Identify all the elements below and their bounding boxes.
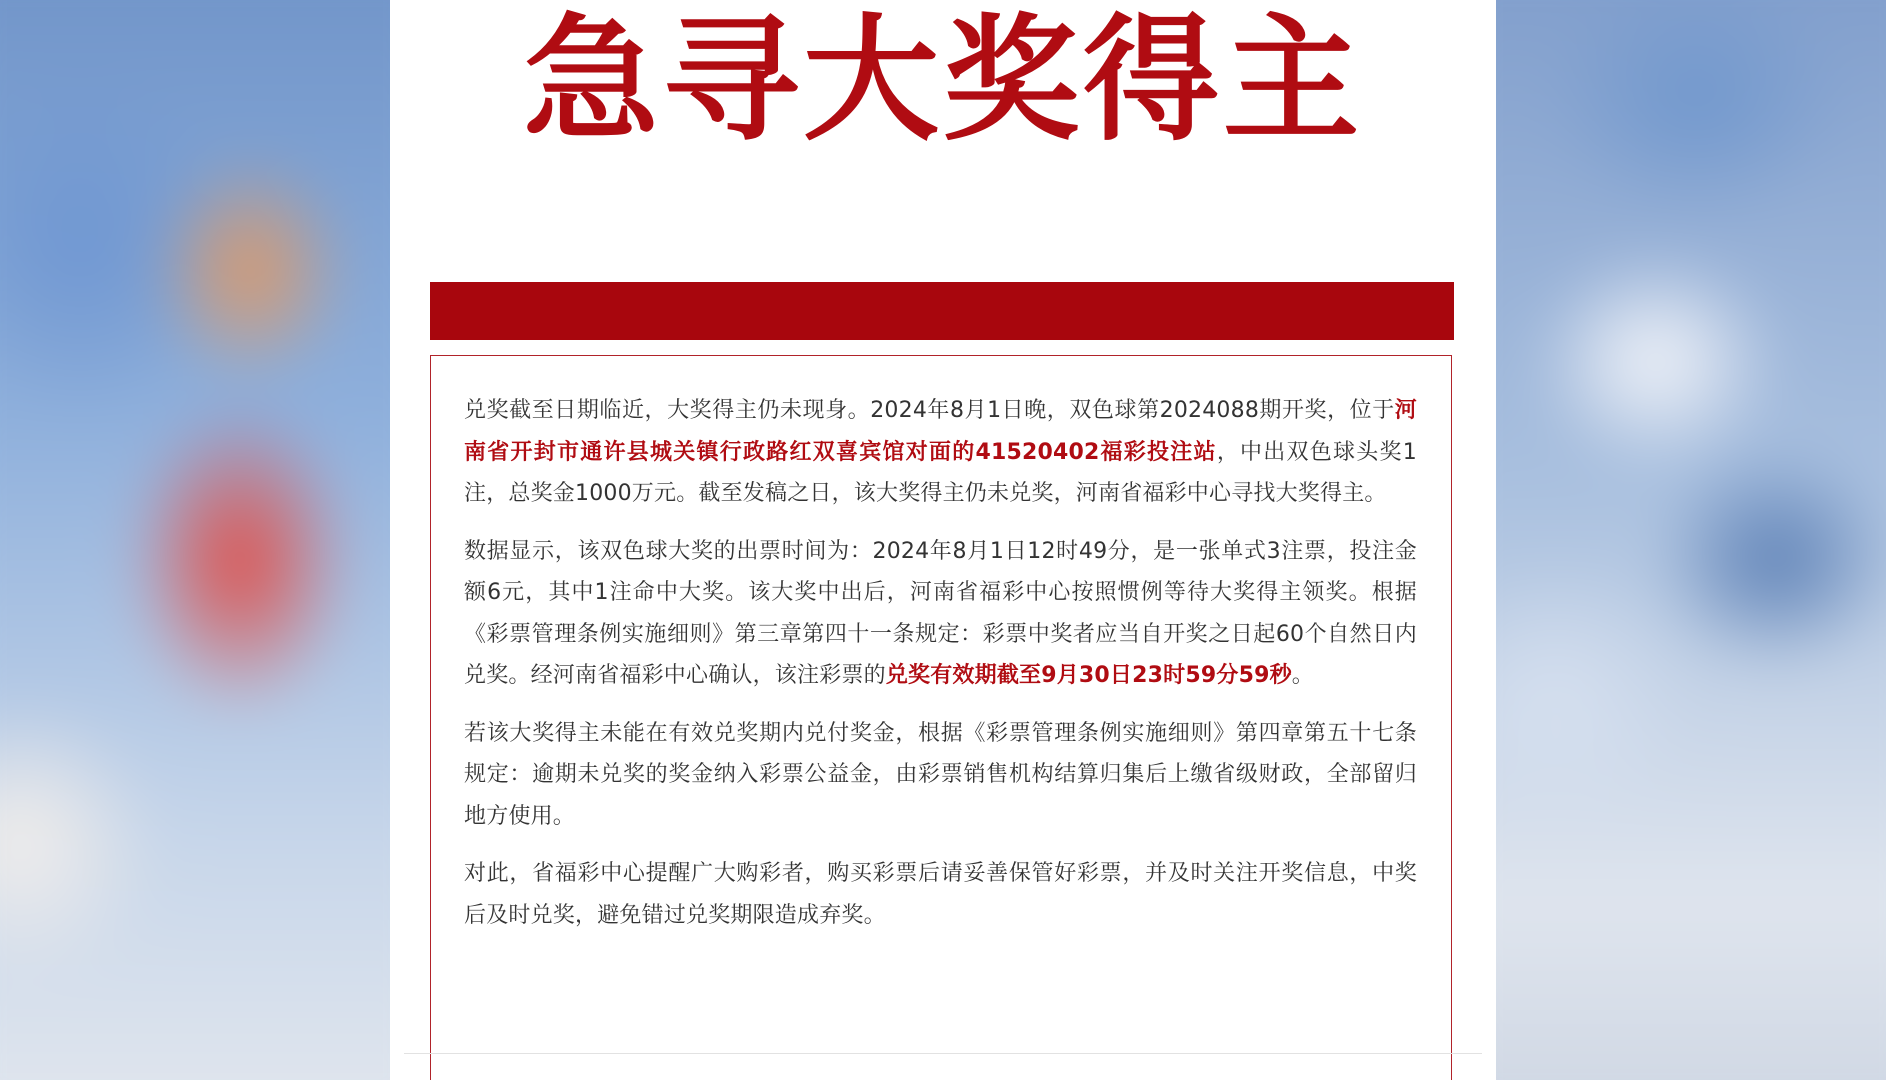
paragraph-4-text: 对此，省福彩中心提醒广大购彩者，购买彩票后请妥善保管好彩票，并及时关注开奖信息，中奖后及时兑奖，避免错过兑奖期限造成弃奖。	[464, 861, 1417, 928]
paragraph-2-text-a: 数据显示，该双色球大奖的出票时间为：2024年8月1日12时49分，是一张单式3注票，投注金额6元，其中1注命中大奖。该大奖中出后，河南省福彩中心按照惯例等待大奖得主领奖。根据《彩票管理条例实施细则》第三章第四十一条规定：彩票中奖者应当自开奖之日起60个自然日内兑奖。经河南省福彩中心确认，该注彩票的	[464, 538, 1417, 688]
paragraph-2-highlight: 兑奖有效期截至9月30日23时59分59秒	[885, 663, 1292, 688]
paragraph-4	[464, 853, 1417, 936]
section-banner-bar	[430, 282, 1454, 340]
bottom-divider	[404, 1053, 1482, 1054]
paragraph-1-text-a: 兑奖截至日期临近，大奖得主仍未现身。2024年8月1日晚，双色球第2024088期开奖，位于	[464, 398, 1395, 423]
article-content-box	[430, 355, 1452, 1080]
paragraph-2-text-b: 。	[1291, 663, 1314, 688]
paragraph-1	[464, 390, 1417, 515]
headline: 急寻大奖得主	[523, 2, 1363, 160]
paragraph-3-text: 若该大奖得主未能在有效兑奖期内兑付奖金，根据《彩票管理条例实施细则》第四章第五十七条规定：逾期未兑奖的奖金纳入彩票公益金，由彩票销售机构结算归集后上缴省级财政，全部留归地方使用。	[464, 720, 1417, 829]
paragraph-1-text-b: ，中出双色球头奖1注，总奖金1000万元。截至发稿之日，该大奖得主仍未兑奖，河南省福彩中心寻找大奖得主。	[464, 439, 1417, 506]
blurred-background-left	[0, 0, 390, 1080]
paragraph-3	[464, 713, 1417, 838]
paragraph-1-highlight: 河南省开封市通许县城关镇行政路红双喜宾馆对面的41520402福彩投注站	[464, 398, 1417, 465]
blurred-background-right	[1496, 0, 1886, 1080]
paragraph-2	[464, 531, 1417, 697]
article-panel	[390, 0, 1496, 1080]
